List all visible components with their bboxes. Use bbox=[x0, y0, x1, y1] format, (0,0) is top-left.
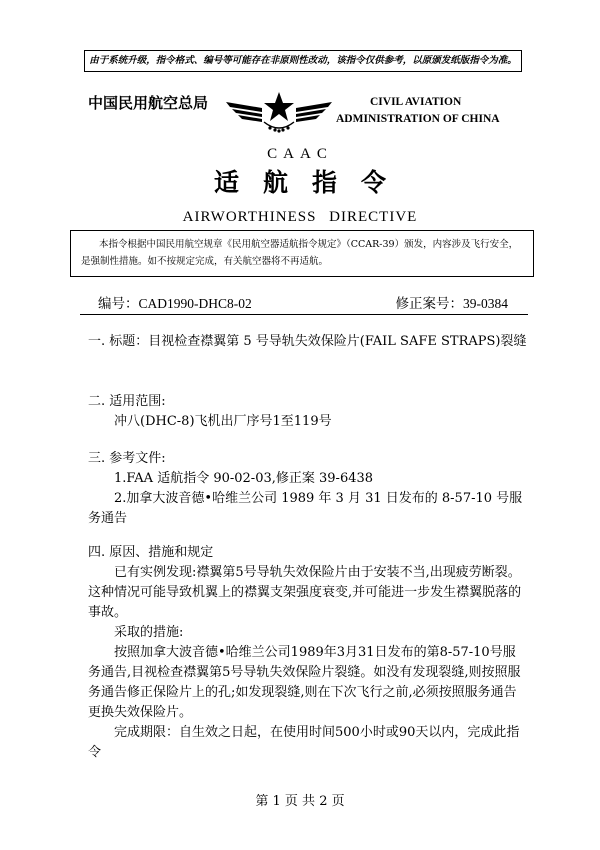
directive-title-english: AIRWORTHINESS DIRECTIVE bbox=[182, 209, 418, 225]
section-2-text: 冲八(DHC-8)飞机出厂序号1至119号 bbox=[114, 414, 332, 429]
system-upgrade-notice: 由于系统升级，指令格式、编号等可能存在非原则性改动，该指令仅供参考，以原颁发纸版指令为准。 bbox=[84, 50, 522, 72]
agency-en-line1: CIVIL AVIATION bbox=[370, 96, 462, 108]
agency-name-english bbox=[336, 94, 520, 128]
section-2-heading: 二. 适用范围: bbox=[88, 394, 166, 409]
section-4-measures-label: 采取的措施: bbox=[114, 625, 184, 640]
amendment-number: 修正案号：39-0384 bbox=[395, 296, 508, 311]
page-number: 第 1 页 共 2 页 bbox=[255, 794, 345, 809]
reference-1: 1.FAA 适航指令 90-02-03,修正案 39-6438 bbox=[114, 471, 374, 486]
section-1-subject: 一. 标题：目视检查襟翼第 5 号导轨失效保险片(FAIL SAFE STRAPS)裂缝 bbox=[88, 334, 527, 349]
section-3-heading: 三. 参考文件: bbox=[88, 451, 166, 466]
section-4-reasons-measures bbox=[88, 543, 528, 763]
agency-en-line2: ADMINISTRATION OF CHINA bbox=[336, 113, 500, 125]
agency-name-chinese: 中国民用航空总局 bbox=[88, 94, 209, 112]
section-2-applicability bbox=[88, 392, 528, 432]
caac-label: CAAC bbox=[267, 146, 333, 162]
section-4-heading: 四. 原因、措施和规定 bbox=[88, 545, 214, 560]
section-4-cause-paragraph: 已有实例发现:襟翼第5号导轨失效保险片由于安装不当,出现疲劳断裂。这种情况可能导致机翼上的襟翼支架强度衰变,并可能进一步发生襟翼脱落的事故。 bbox=[88, 565, 522, 620]
header-divider bbox=[80, 314, 528, 315]
document-number-row bbox=[98, 292, 508, 312]
section-3-references bbox=[88, 449, 528, 529]
directive-title-chinese: 适航指令 bbox=[213, 168, 410, 197]
document-number: 编号：CAD1990-DHC8-02 bbox=[98, 296, 252, 311]
legal-basis-box: 本指令根据中国民用航空规章《民用航空器适航指令规定》（CCAR-39）颁发，内容涉及飞行安全，是强制性措施。如不按规定完成，有关航空器将不再适航。 bbox=[70, 230, 534, 277]
section-4-deadline-paragraph: 完成期限：自生效之日起，在使用时间500小时或90天以内，完成此指令 bbox=[88, 725, 520, 760]
reference-2: 2.加拿大波音德•哈维兰公司 1989 年 3 月 31 日发布的 8-57-10 号服务通告 bbox=[88, 491, 523, 526]
caac-logo-icon bbox=[224, 88, 334, 136]
section-4-measures-paragraph: 按照加拿大波音德•哈维兰公司1989年3月31日发布的第8-57-10号服务通告,目视检查襟翼第5号导轨失效保险片裂缝。如没有发现裂缝,则按照服务通告修正保险片上的孔;如发现裂缝,则在下次飞行之前,必须按照服务通告更换失效保险片。 bbox=[88, 645, 521, 720]
